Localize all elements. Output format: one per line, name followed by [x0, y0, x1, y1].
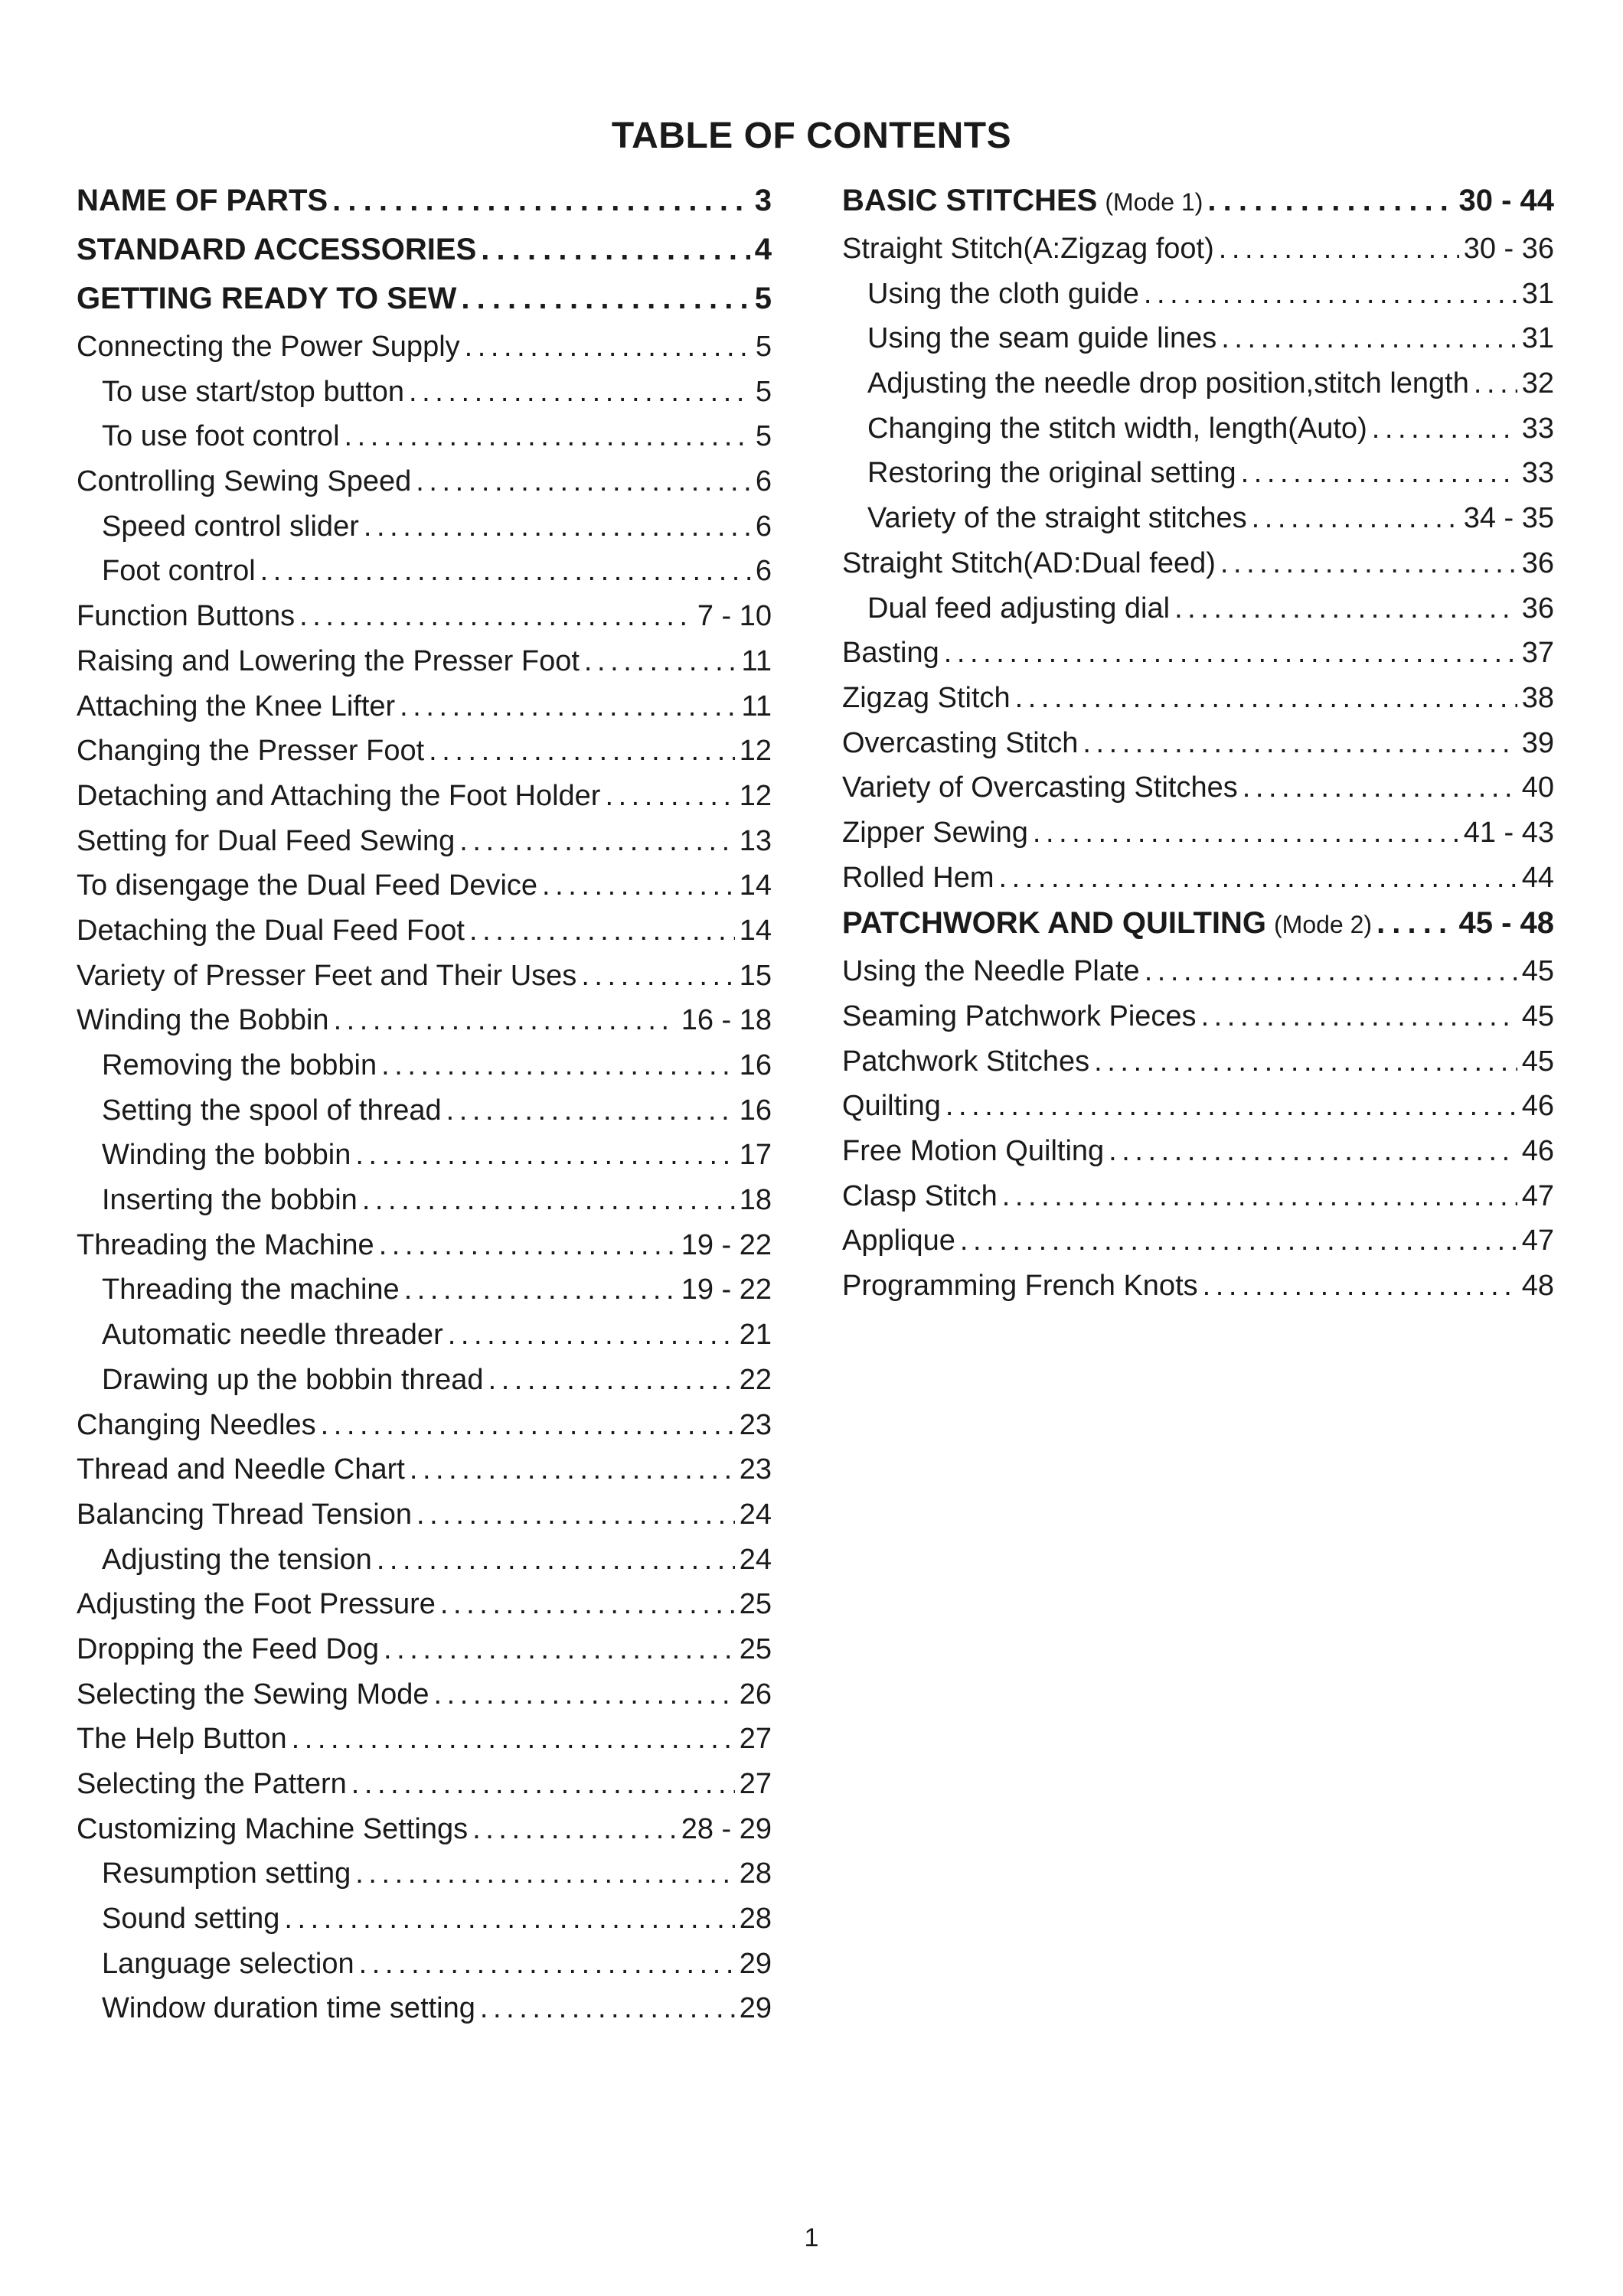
toc-entry[interactable]: [77, 1139, 772, 1184]
toc-entry-label: The Help Button: [77, 1723, 287, 1756]
toc-section-heading[interactable]: [77, 233, 772, 282]
dot-leader: [332, 184, 750, 218]
dot-leader: [359, 1948, 735, 1981]
dot-leader: [1033, 817, 1459, 850]
toc-entry-label: Selecting the Pattern: [77, 1768, 347, 1800]
dot-leader: [416, 1499, 735, 1531]
toc-entry-label: Quilting: [842, 1090, 941, 1123]
toc-entry-label: Thread and Needle Chart: [77, 1453, 405, 1486]
dot-leader: [1221, 322, 1517, 355]
toc-entry-page: 16: [739, 1049, 772, 1081]
toc-entry[interactable]: [842, 1090, 1554, 1135]
dot-leader: [440, 1588, 735, 1621]
dot-leader: [945, 1090, 1517, 1123]
toc-entry-label: Changing the stitch width, length(Auto): [867, 412, 1367, 445]
toc-entry[interactable]: [842, 413, 1554, 458]
toc-entry[interactable]: [842, 817, 1554, 862]
toc-entry-page: 24: [739, 1498, 772, 1531]
dot-leader: [351, 1768, 735, 1801]
dot-leader: [1083, 727, 1517, 760]
toc-entry[interactable]: [77, 1723, 772, 1768]
toc-entry-page: 14: [739, 914, 772, 947]
toc-entry-label: Using the Needle Plate: [842, 955, 1140, 988]
toc-entry-label: Straight Stitch(A:Zigzag foot): [842, 233, 1214, 265]
toc-entry-page: 13: [739, 824, 772, 857]
toc-entry-label: Winding the bobbin: [102, 1139, 351, 1172]
toc-entry[interactable]: [77, 645, 772, 690]
toc-entry-page: 28: [739, 1857, 772, 1890]
toc-right-column: [842, 184, 1554, 1315]
toc-entry-page: 45: [1521, 1000, 1554, 1032]
toc-entry-page: 7 - 10: [697, 600, 772, 633]
toc-entry-label: Dual feed adjusting dial: [867, 592, 1171, 625]
toc-entry[interactable]: [842, 1180, 1554, 1225]
toc-entry-page: 31: [1521, 277, 1554, 310]
dot-leader: [1220, 547, 1517, 580]
toc-entry-page: 29: [739, 1992, 772, 2025]
toc-entry-label: Removing the bobbin: [102, 1049, 377, 1081]
toc-entry[interactable]: [77, 869, 772, 915]
toc-entry-page: 46: [1521, 1135, 1554, 1168]
toc-entry-mode-note: (Mode 1): [1105, 188, 1203, 216]
toc-entry-label: Customizing Machine Settings: [77, 1812, 469, 1845]
toc-entry-label: Detaching the Dual Feed Foot: [77, 914, 465, 947]
dot-leader: [1219, 233, 1459, 266]
toc-entry-page: 41 - 43: [1463, 816, 1554, 849]
toc-entry-label: Overcasting Stitch: [842, 726, 1079, 759]
toc-entry-label: Window duration time setting: [102, 1992, 475, 2025]
toc-entry-label: Selecting the Sewing Mode: [77, 1678, 429, 1711]
toc-entry-label: Variety of Overcasting Stitches: [842, 771, 1238, 804]
dot-leader: [1203, 1270, 1517, 1303]
toc-entry[interactable]: [77, 1768, 772, 1813]
toc-section-heading[interactable]: [842, 906, 1554, 955]
toc-entry[interactable]: [77, 690, 772, 735]
dot-leader: [465, 331, 751, 364]
toc-entry-page: 18: [739, 1184, 772, 1217]
toc-entry-page: 44: [1521, 861, 1554, 894]
toc-entry-page: 31: [1521, 322, 1554, 355]
dot-leader: [1145, 955, 1517, 988]
page-number: 1: [804, 2223, 819, 2252]
dot-leader: [321, 1409, 735, 1442]
toc-entry-page: 24: [739, 1543, 772, 1576]
dot-leader: [960, 1225, 1517, 1257]
toc-entry-page: 5: [755, 375, 772, 408]
toc-entry-page: 38: [1521, 681, 1554, 714]
dot-leader: [542, 869, 735, 902]
toc-entry-label: Inserting the bobbin: [102, 1184, 358, 1217]
dot-leader: [448, 1319, 735, 1352]
dot-leader: [355, 1139, 734, 1172]
toc-section-heading[interactable]: [77, 184, 772, 233]
toc-section-heading[interactable]: [842, 184, 1554, 233]
toc-entry[interactable]: [842, 457, 1554, 502]
toc-entry-page: 19 - 22: [681, 1274, 772, 1306]
toc-entry-label: Automatic needle threader: [102, 1319, 443, 1352]
dot-leader: [381, 1049, 735, 1082]
toc-entry[interactable]: [77, 510, 772, 556]
toc-entry-page: 33: [1521, 412, 1554, 445]
toc-entry[interactable]: [77, 1992, 772, 2037]
toc-entry-page: 36: [1521, 592, 1554, 625]
toc-entry-page: 3: [754, 184, 772, 217]
toc-entry-page: 29: [739, 1947, 772, 1980]
toc-entry-page: 47: [1521, 1179, 1554, 1212]
toc-section-heading[interactable]: [77, 282, 772, 331]
dot-leader: [416, 465, 751, 498]
dot-leader: [260, 555, 751, 588]
toc-entry-label: Straight Stitch(AD:Dual feed): [842, 546, 1216, 579]
toc-entry-page: 46: [1521, 1090, 1554, 1123]
dot-leader: [605, 780, 734, 813]
toc-entry-label: Variety of the straight stitches: [867, 502, 1247, 535]
toc-entry[interactable]: [77, 1184, 772, 1229]
dot-leader: [334, 1004, 677, 1037]
toc-entry-page: 33: [1521, 457, 1554, 490]
toc-entry-page: 32: [1521, 367, 1554, 400]
toc-entry-page: 17: [739, 1139, 772, 1172]
toc-entry[interactable]: [77, 735, 772, 780]
toc-entry-label: Foot control: [102, 555, 256, 588]
toc-entry[interactable]: [77, 1319, 772, 1364]
toc-entry-page: 6: [755, 510, 772, 543]
toc-entry-label: Threading the Machine: [77, 1228, 374, 1261]
toc-entry[interactable]: [842, 1270, 1554, 1315]
toc-entry-page: 39: [1521, 726, 1554, 759]
toc-entry-label: Function Buttons: [77, 600, 296, 633]
dot-leader: [1207, 184, 1454, 218]
toc-entry-page: 23: [739, 1408, 772, 1441]
toc-entry-page: 47: [1521, 1225, 1554, 1257]
dot-leader: [404, 1274, 677, 1306]
toc-entry-page: 14: [739, 869, 772, 902]
dot-leader: [1376, 906, 1454, 941]
toc-entry-label: Language selection: [102, 1947, 354, 1980]
toc-entry-page: 34 - 35: [1463, 502, 1554, 535]
toc-entry[interactable]: [77, 1094, 772, 1140]
toc-entry[interactable]: [77, 780, 772, 825]
toc-entry[interactable]: [77, 420, 772, 465]
toc-entry[interactable]: [77, 600, 772, 645]
dot-leader: [410, 1453, 735, 1486]
dot-leader: [999, 862, 1517, 895]
toc-entry-label: Winding the Bobbin: [77, 1004, 329, 1037]
dot-leader: [400, 690, 736, 723]
toc-entry-page: 5: [754, 282, 772, 315]
toc-entry-mode-note: (Mode 2): [1274, 911, 1373, 939]
toc-entry[interactable]: [77, 1409, 772, 1454]
toc-entry-label: Connecting the Power Supply: [77, 331, 460, 363]
toc-entry-label: Sound setting: [102, 1903, 280, 1936]
toc-entry-label: Rolled Hem: [842, 861, 994, 894]
toc-entry-page: 15: [739, 959, 772, 992]
dot-leader: [584, 645, 737, 678]
toc-entry-label: Using the seam guide lines: [867, 322, 1217, 355]
toc-entry-page: 11: [741, 644, 772, 677]
toc-entry[interactable]: [77, 825, 772, 870]
toc-entry-label: Basting: [842, 637, 939, 670]
toc-entry[interactable]: [842, 682, 1554, 727]
dot-leader: [446, 1094, 735, 1127]
toc-entry-label: To use foot control: [102, 420, 340, 453]
dot-leader: [581, 960, 734, 993]
toc-entry[interactable]: [77, 1678, 772, 1724]
toc-entry[interactable]: [842, 1045, 1554, 1091]
toc-entry-page: 12: [739, 779, 772, 812]
toc-entry-page: 45: [1521, 955, 1554, 988]
toc-entry-label: Zipper Sewing: [842, 816, 1028, 849]
dot-leader: [355, 1857, 734, 1890]
toc-entry-label: Adjusting the Foot Pressure: [77, 1588, 436, 1621]
toc-entry-label: Using the cloth guide: [867, 277, 1139, 310]
toc-entry-page: 28 - 29: [681, 1812, 772, 1845]
toc-entry-label: PATCHWORK AND QUILTING: [842, 906, 1267, 941]
toc-entry-page: 6: [755, 555, 772, 588]
dot-leader: [1243, 771, 1517, 804]
toc-entry-label: To use start/stop button: [102, 375, 405, 408]
dot-leader: [292, 1723, 735, 1756]
toc-entry[interactable]: [842, 1135, 1554, 1180]
toc-entry[interactable]: [77, 960, 772, 1005]
toc-entry-label: Threading the machine: [102, 1274, 400, 1306]
toc-entry-label: Adjusting the needle drop position,stitch length: [867, 367, 1469, 400]
toc-entry-label: Speed control slider: [102, 510, 359, 543]
toc-entry-page: 16: [739, 1094, 772, 1127]
dot-leader: [459, 825, 734, 858]
toc-entry-label: NAME OF PARTS: [77, 184, 328, 217]
toc-entry-page: 21: [739, 1319, 772, 1352]
dot-leader: [481, 233, 749, 267]
toc-entry[interactable]: [842, 1000, 1554, 1045]
dot-leader: [384, 1633, 735, 1666]
toc-entry-page: 26: [739, 1678, 772, 1711]
toc-entry-page: 40: [1521, 771, 1554, 804]
page-title: TABLE OF CONTENTS: [611, 116, 1012, 156]
toc-entry[interactable]: [77, 331, 772, 376]
toc-entry-label: Balancing Thread Tension: [77, 1498, 413, 1531]
toc-entry[interactable]: [77, 1453, 772, 1499]
dot-leader: [944, 637, 1517, 670]
toc-entry-label: Raising and Lowering the Presser Foot: [77, 644, 580, 677]
toc-entry[interactable]: [842, 1225, 1554, 1270]
dot-leader: [1474, 367, 1517, 400]
toc-entry-page: 30 - 36: [1463, 233, 1554, 265]
dot-leader: [345, 420, 751, 453]
toc-entry[interactable]: [77, 555, 772, 600]
toc-entry[interactable]: [77, 376, 772, 421]
dot-leader: [1252, 502, 1459, 535]
dot-leader: [1241, 457, 1517, 490]
toc-entry[interactable]: [77, 465, 772, 510]
toc-entry-label: Adjusting the tension: [102, 1543, 372, 1576]
toc-entry-label: Restoring the original setting: [867, 457, 1236, 490]
toc-entry-page: 36: [1521, 546, 1554, 579]
toc-entry-label: Controlling Sewing Speed: [77, 465, 412, 498]
toc-entry-label: Applique: [842, 1225, 955, 1257]
toc-entry-label: Detaching and Attaching the Foot Holder: [77, 779, 601, 812]
toc-entry-page: 19 - 22: [681, 1228, 772, 1261]
toc-entry[interactable]: [77, 1049, 772, 1094]
toc-entry[interactable]: [842, 862, 1554, 907]
dot-leader: [434, 1678, 735, 1711]
toc-entry-page: 45: [1521, 1045, 1554, 1078]
dot-leader: [362, 1184, 735, 1217]
toc-entry-label: Setting for Dual Feed Sewing: [77, 824, 456, 857]
toc-entry-page: 11: [741, 690, 772, 722]
dot-leader: [1015, 682, 1517, 715]
toc-entry[interactable]: [842, 637, 1554, 682]
toc-entry[interactable]: [77, 1274, 772, 1319]
toc-entry-label: Patchwork Stitches: [842, 1045, 1090, 1078]
dot-leader: [488, 1364, 735, 1397]
toc-entry-page: 28: [739, 1903, 772, 1936]
toc-entry[interactable]: [77, 1588, 772, 1633]
toc-entry-label: Drawing up the bobbin thread: [102, 1363, 484, 1396]
toc-entry-label: Setting the spool of thread: [102, 1094, 442, 1127]
toc-entry-page: 30 - 44: [1458, 184, 1554, 217]
dot-leader: [1372, 413, 1517, 445]
dot-leader: [364, 510, 751, 543]
toc-entry-page: 25: [739, 1632, 772, 1665]
toc-entry-page: 4: [754, 233, 772, 266]
dot-leader: [1144, 278, 1517, 311]
toc-entry[interactable]: [77, 1229, 772, 1274]
toc-entry-page: 37: [1521, 637, 1554, 670]
dot-leader: [469, 915, 735, 947]
toc-entry-label: BASIC STITCHES: [842, 184, 1098, 217]
toc-entry[interactable]: [842, 955, 1554, 1000]
dot-leader: [379, 1229, 677, 1262]
toc-entry[interactable]: [842, 502, 1554, 547]
toc-entry-label: Dropping the Feed Dog: [77, 1632, 380, 1665]
toc-entry-page: 6: [755, 465, 772, 498]
toc-entry-label: Free Motion Quilting: [842, 1135, 1105, 1168]
toc-entry-label: Changing Needles: [77, 1408, 316, 1441]
toc-entry-page: 5: [755, 420, 772, 453]
toc-entry-label: GETTING READY TO SEW: [77, 282, 457, 315]
dot-leader: [429, 735, 735, 768]
dot-leader: [409, 376, 751, 409]
toc-entry[interactable]: [77, 1544, 772, 1589]
dot-leader: [299, 600, 693, 633]
dot-leader: [461, 282, 749, 316]
dot-leader: [1109, 1135, 1517, 1168]
toc-entry[interactable]: [842, 727, 1554, 772]
toc-entry-label: Changing the Presser Foot: [77, 735, 425, 768]
toc-entry[interactable]: [77, 1813, 772, 1858]
toc-entry-label: STANDARD ACCESSORIES: [77, 233, 477, 266]
toc-entry-label: Zigzag Stitch: [842, 681, 1011, 714]
dot-leader: [1201, 1000, 1517, 1033]
toc-entry[interactable]: [842, 322, 1554, 367]
toc-entry[interactable]: [842, 278, 1554, 323]
toc-entry-label: To disengage the Dual Feed Device: [77, 869, 538, 902]
toc-entry-page: 27: [739, 1723, 772, 1756]
dot-leader: [472, 1813, 677, 1846]
dot-leader: [1002, 1180, 1517, 1213]
toc-entry-page: 25: [739, 1588, 772, 1621]
toc-entry[interactable]: [77, 1004, 772, 1049]
toc-entry-page: 12: [739, 735, 772, 768]
toc-entry[interactable]: [842, 233, 1554, 278]
toc-entry[interactable]: [842, 547, 1554, 592]
toc-entry[interactable]: [77, 1633, 772, 1678]
toc-entry-label: Attaching the Knee Lifter: [77, 690, 396, 722]
toc-entry[interactable]: [842, 771, 1554, 817]
dot-leader: [284, 1903, 734, 1936]
toc-entry[interactable]: [77, 1903, 772, 1948]
toc-entry-page: 27: [739, 1768, 772, 1800]
toc-entry-page: 23: [739, 1453, 772, 1486]
toc-entry[interactable]: [77, 1948, 772, 1993]
dot-leader: [1094, 1045, 1517, 1078]
toc-entry-label: Clasp Stitch: [842, 1179, 998, 1212]
dot-leader: [377, 1544, 735, 1577]
toc-entry-page: 22: [739, 1363, 772, 1396]
toc-entry-label: Variety of Presser Feet and Their Uses: [77, 959, 577, 992]
toc-entry-page: 48: [1521, 1270, 1554, 1303]
toc-left-column: [77, 184, 772, 2037]
toc-entry[interactable]: [842, 367, 1554, 413]
toc-entry-page: 16 - 18: [681, 1004, 772, 1037]
toc-entry-label: Resumption setting: [102, 1857, 351, 1890]
dot-leader: [480, 1992, 735, 2025]
dot-leader: [1174, 592, 1517, 625]
toc-entry-label: Seaming Patchwork Pieces: [842, 1000, 1197, 1032]
toc-entry-label: Programming French Knots: [842, 1270, 1198, 1303]
toc-entry[interactable]: [77, 915, 772, 960]
toc-entry[interactable]: [77, 1857, 772, 1903]
toc-entry-page: 5: [755, 331, 772, 363]
toc-entry-page: 45 - 48: [1458, 906, 1554, 941]
toc-entry[interactable]: [77, 1364, 772, 1409]
toc-entry[interactable]: [842, 592, 1554, 638]
toc-entry[interactable]: [77, 1499, 772, 1544]
